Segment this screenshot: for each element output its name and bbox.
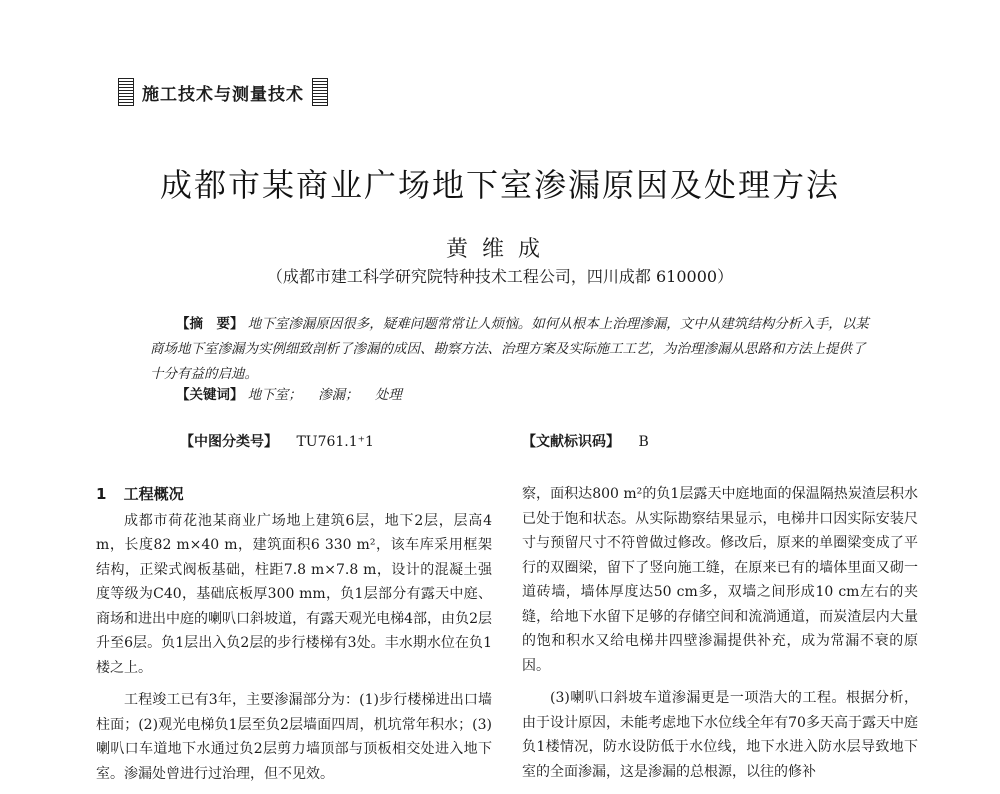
clc-label: 【中图分类号】 [180,434,278,450]
header-decoration-left [118,78,134,106]
clc-value: TU761.1⁺1 [296,434,374,450]
body-paragraph: (3)喇叭口斜坡车道渗漏更是一项浩大的工程。根据分析，由于设计原因，未能考虑地下水位线全年有70多天高于露天中庭负1楼情况，防水设防低于水位线，地下水进入防水层导致地下室的全面渗漏，这是渗漏的总根源，以往的修补 [522,690,918,780]
section-title: 工程概况 [123,485,184,503]
journal-section-header [118,78,328,106]
doc-code-label: 【文献标识码】 [522,434,620,450]
abstract-label: 【摘 要】 [176,316,244,332]
keywords-label: 【关键词】 [176,387,244,403]
section-label: 施工技术与测量技术 [142,84,304,105]
body-column-right [522,482,918,792]
keyword: 处理 [374,387,402,403]
abstract-block [150,312,870,387]
header-decoration-right [312,78,328,106]
body-paragraph: 成都市荷花池某商业广场地上建筑6层，地下2层，层高4 m，长度82 m×40 m，建筑面积6 330 m²，该车库采用框架结构，正梁式阀板基础，柱距7.8 m×7.8 m，设计的混凝土强度等级为C40，基础底板厚300 mm，负1层部分有露天中庭、商场和进出中庭的喇叭口斜坡道，有露天观光电梯4部，由负2层升至6层。负1层出入负2层的步行楼梯有3处。丰水期水位在负1楼之上。 [96,512,492,676]
author-affiliation: （成都市建工科学研究院特种技术工程公司，四川成都 610000） [266,267,734,286]
clc-classification [180,431,374,451]
keyword: 渗漏； [318,387,359,403]
body-column-left [96,482,492,794]
keywords-block [176,383,414,403]
document-code [522,431,649,451]
article-title: 成都市某商业广场地下室渗漏原因及处理方法 [159,166,840,204]
body-paragraph: 察，面积达800 m²的负1层露天中庭地面的保温隔热炭渣层积水已处于饱和状态。从实际勘察结果显示，电梯井口因实际安装尺寸与预留尺寸不符曾做过修改。修改后，原来的单圈梁变成了平行的双圈梁，留下了竖向施工缝，在原来已有的墙体里面又砌一道砖墙，墙体厚度达50 cm多，双墙之间形成10 cm左右的夹缝，给地下水留下足够的存储空间和流淌通道，而炭渣层内大量的饱和积水又给电梯井四壁渗漏提供补充，成为常漏不衰的原因。 [522,486,918,674]
section-heading [96,482,492,507]
keyword: 地下室； [247,387,302,403]
doc-code-value: B [638,434,649,450]
article-author: 黄维成 [445,237,554,262]
body-paragraph: 工程竣工已有3年，主要渗漏部分为：(1)步行楼梯进出口墙柱面；(2)观光电梯负1层至负2层墙面四周，机坑常年积水；(3)喇叭口车道地下水通过负2层剪力墙顶部与顶板相交处进入地下室。渗漏处曾进行过治理，但不见效。 [96,692,492,782]
abstract-text: 地下室渗漏原因很多，疑难问题常常让人烦恼。如何从根本上治理渗漏，文中从建筑结构分析入手，以某商场地下室渗漏为实例细致剖析了渗漏的成因、勘察方法、治理方案及实际施工工艺，为治理渗漏从思路和方法上提供了十分有益的启迪。 [150,316,869,382]
section-number: 1 [96,485,107,503]
